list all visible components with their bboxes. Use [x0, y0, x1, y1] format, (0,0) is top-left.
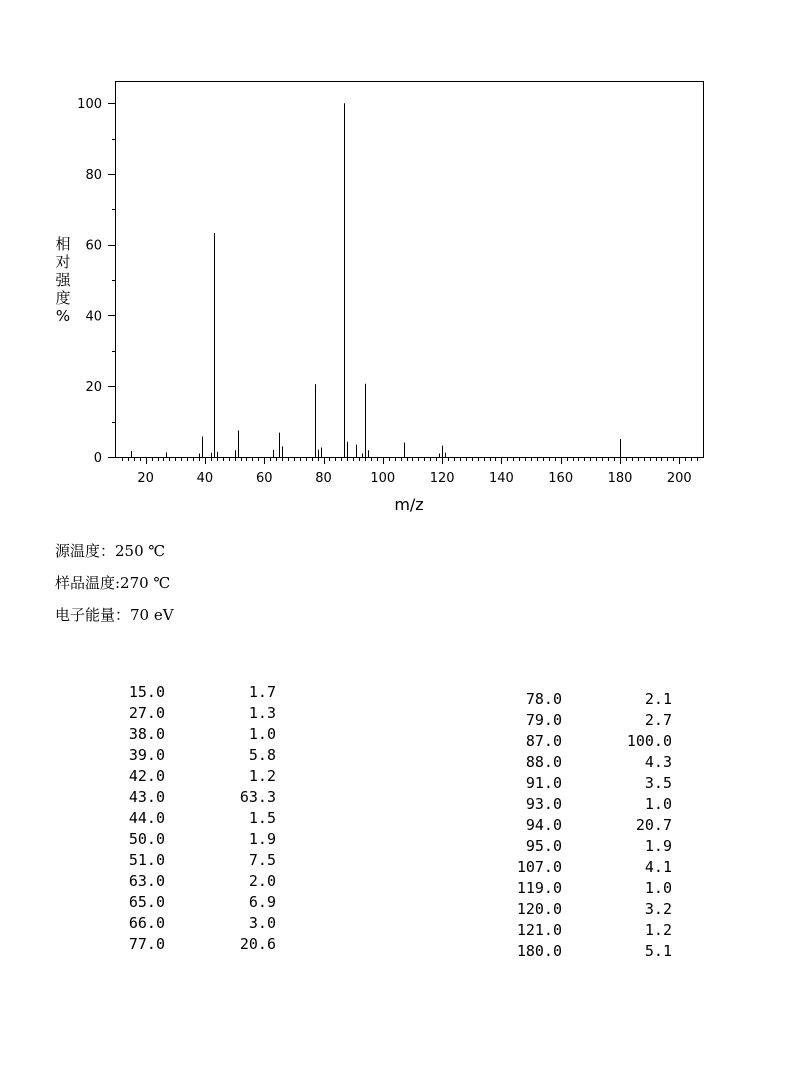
peak-abundance: 3.2: [644, 900, 672, 918]
peak-mz: 50.0: [128, 830, 165, 848]
x-tick-label: 140: [488, 471, 514, 486]
peak-abundance: 1.2: [644, 921, 672, 939]
x-tick-label: 80: [315, 471, 332, 486]
y-axis-label-char: 对: [55, 253, 71, 271]
x-tick-label: 180: [607, 471, 633, 486]
peak-mz: 39.0: [128, 746, 165, 764]
peak-mz: 78.0: [525, 690, 562, 708]
peak-abundance: 2.7: [644, 711, 672, 729]
x-tick-label: 20: [137, 471, 154, 486]
x-tick-label: 160: [548, 471, 574, 486]
x-tick-label: 120: [429, 471, 455, 486]
peak-abundance: 63.3: [239, 788, 276, 806]
peak-abundance: 1.0: [248, 725, 276, 743]
y-tick-label: 0: [93, 451, 102, 466]
peak-abundance: 4.1: [644, 858, 672, 876]
peak-mz: 15.0: [128, 683, 165, 701]
sample-temperature: 样品温度:270 ℃: [55, 574, 171, 592]
y-axis-label: [55, 235, 71, 325]
peak-abundance: 1.7: [248, 683, 276, 701]
peak-mz: 77.0: [128, 935, 165, 953]
peak-bars: [132, 103, 621, 457]
mass-spectrum-chart: [0, 0, 794, 530]
y-tick-label: 60: [85, 238, 102, 254]
y-tick-label: 20: [85, 380, 102, 396]
peak-abundance: 20.7: [635, 816, 672, 834]
electron-energy: 电子能量：70 eV: [55, 606, 174, 624]
peak-mz: 63.0: [128, 872, 165, 890]
peak-abundance: 3.5: [644, 774, 672, 792]
y-axis-label-char: 强: [55, 271, 71, 289]
peak-table-row: [0, 836, 672, 857]
x-tick-label: 100: [370, 471, 396, 486]
peak-table-row: [0, 731, 672, 752]
peak-abundance: 100.0: [626, 732, 672, 750]
peak-mz: 107.0: [516, 858, 562, 876]
peak-mz: 87.0: [525, 732, 562, 750]
x-tick-label: 60: [255, 471, 273, 486]
peak-abundance: 1.5: [248, 809, 276, 827]
peak-mz: 65.0: [128, 893, 165, 911]
peak-abundance: 1.9: [248, 830, 276, 848]
y-tick-label: 40: [85, 309, 102, 325]
plot-frame: [116, 82, 704, 458]
peak-abundance: 1.2: [248, 767, 276, 785]
peak-abundance: 1.0: [644, 879, 672, 897]
x-tick-label: 200: [666, 471, 692, 486]
x-axis-label: m/z: [394, 495, 424, 514]
peak-mz: 38.0: [128, 725, 165, 743]
y-tick-label: 100: [77, 97, 102, 113]
y-axis-label-char: %: [55, 307, 71, 325]
peak-mz: 79.0: [525, 711, 562, 729]
peak-abundance: 20.6: [239, 935, 276, 953]
y-axis-label-char: 度: [55, 289, 71, 307]
x-tick-label: 40: [196, 471, 214, 486]
peak-abundance: 1.9: [644, 837, 672, 855]
peak-mz: 42.0: [128, 767, 165, 785]
peak-mz: 180.0: [516, 942, 562, 960]
peak-mz: 66.0: [128, 914, 165, 932]
peak-mz: 121.0: [516, 921, 562, 939]
peak-abundance: 1.3: [248, 704, 276, 722]
peak-mz: 120.0: [516, 900, 562, 918]
y-tick-label: 80: [85, 167, 102, 183]
peak-abundance: 2.1: [644, 690, 672, 708]
y-axis-label-char: 相: [55, 235, 71, 253]
peak-abundance: 5.1: [644, 942, 672, 960]
peak-mz: 43.0: [128, 788, 165, 806]
peak-abundance: 6.9: [248, 893, 276, 911]
peak-abundance: 2.0: [248, 872, 276, 890]
peak-abundance: 5.8: [248, 746, 276, 764]
acquisition-conditions: [55, 538, 174, 634]
peak-mz: 94.0: [525, 816, 562, 834]
peak-mz: 93.0: [525, 795, 562, 813]
peak-mz: 51.0: [128, 851, 165, 869]
peak-abundance: 3.0: [248, 914, 276, 932]
peak-abundance: 4.3: [644, 753, 672, 771]
peak-mz: 119.0: [516, 879, 562, 897]
peak-mz: 27.0: [128, 704, 165, 722]
source-temperature: 源温度：250 ℃: [55, 542, 166, 560]
peak-abundance: 7.5: [248, 851, 276, 869]
peak-mz: 91.0: [525, 774, 562, 792]
peak-mz: 88.0: [525, 753, 562, 771]
peak-mz: 95.0: [525, 837, 562, 855]
x-axis: [123, 457, 698, 486]
peak-abundance: 1.0: [644, 795, 672, 813]
peak-mz: 44.0: [128, 809, 165, 827]
y-axis: [77, 97, 116, 466]
